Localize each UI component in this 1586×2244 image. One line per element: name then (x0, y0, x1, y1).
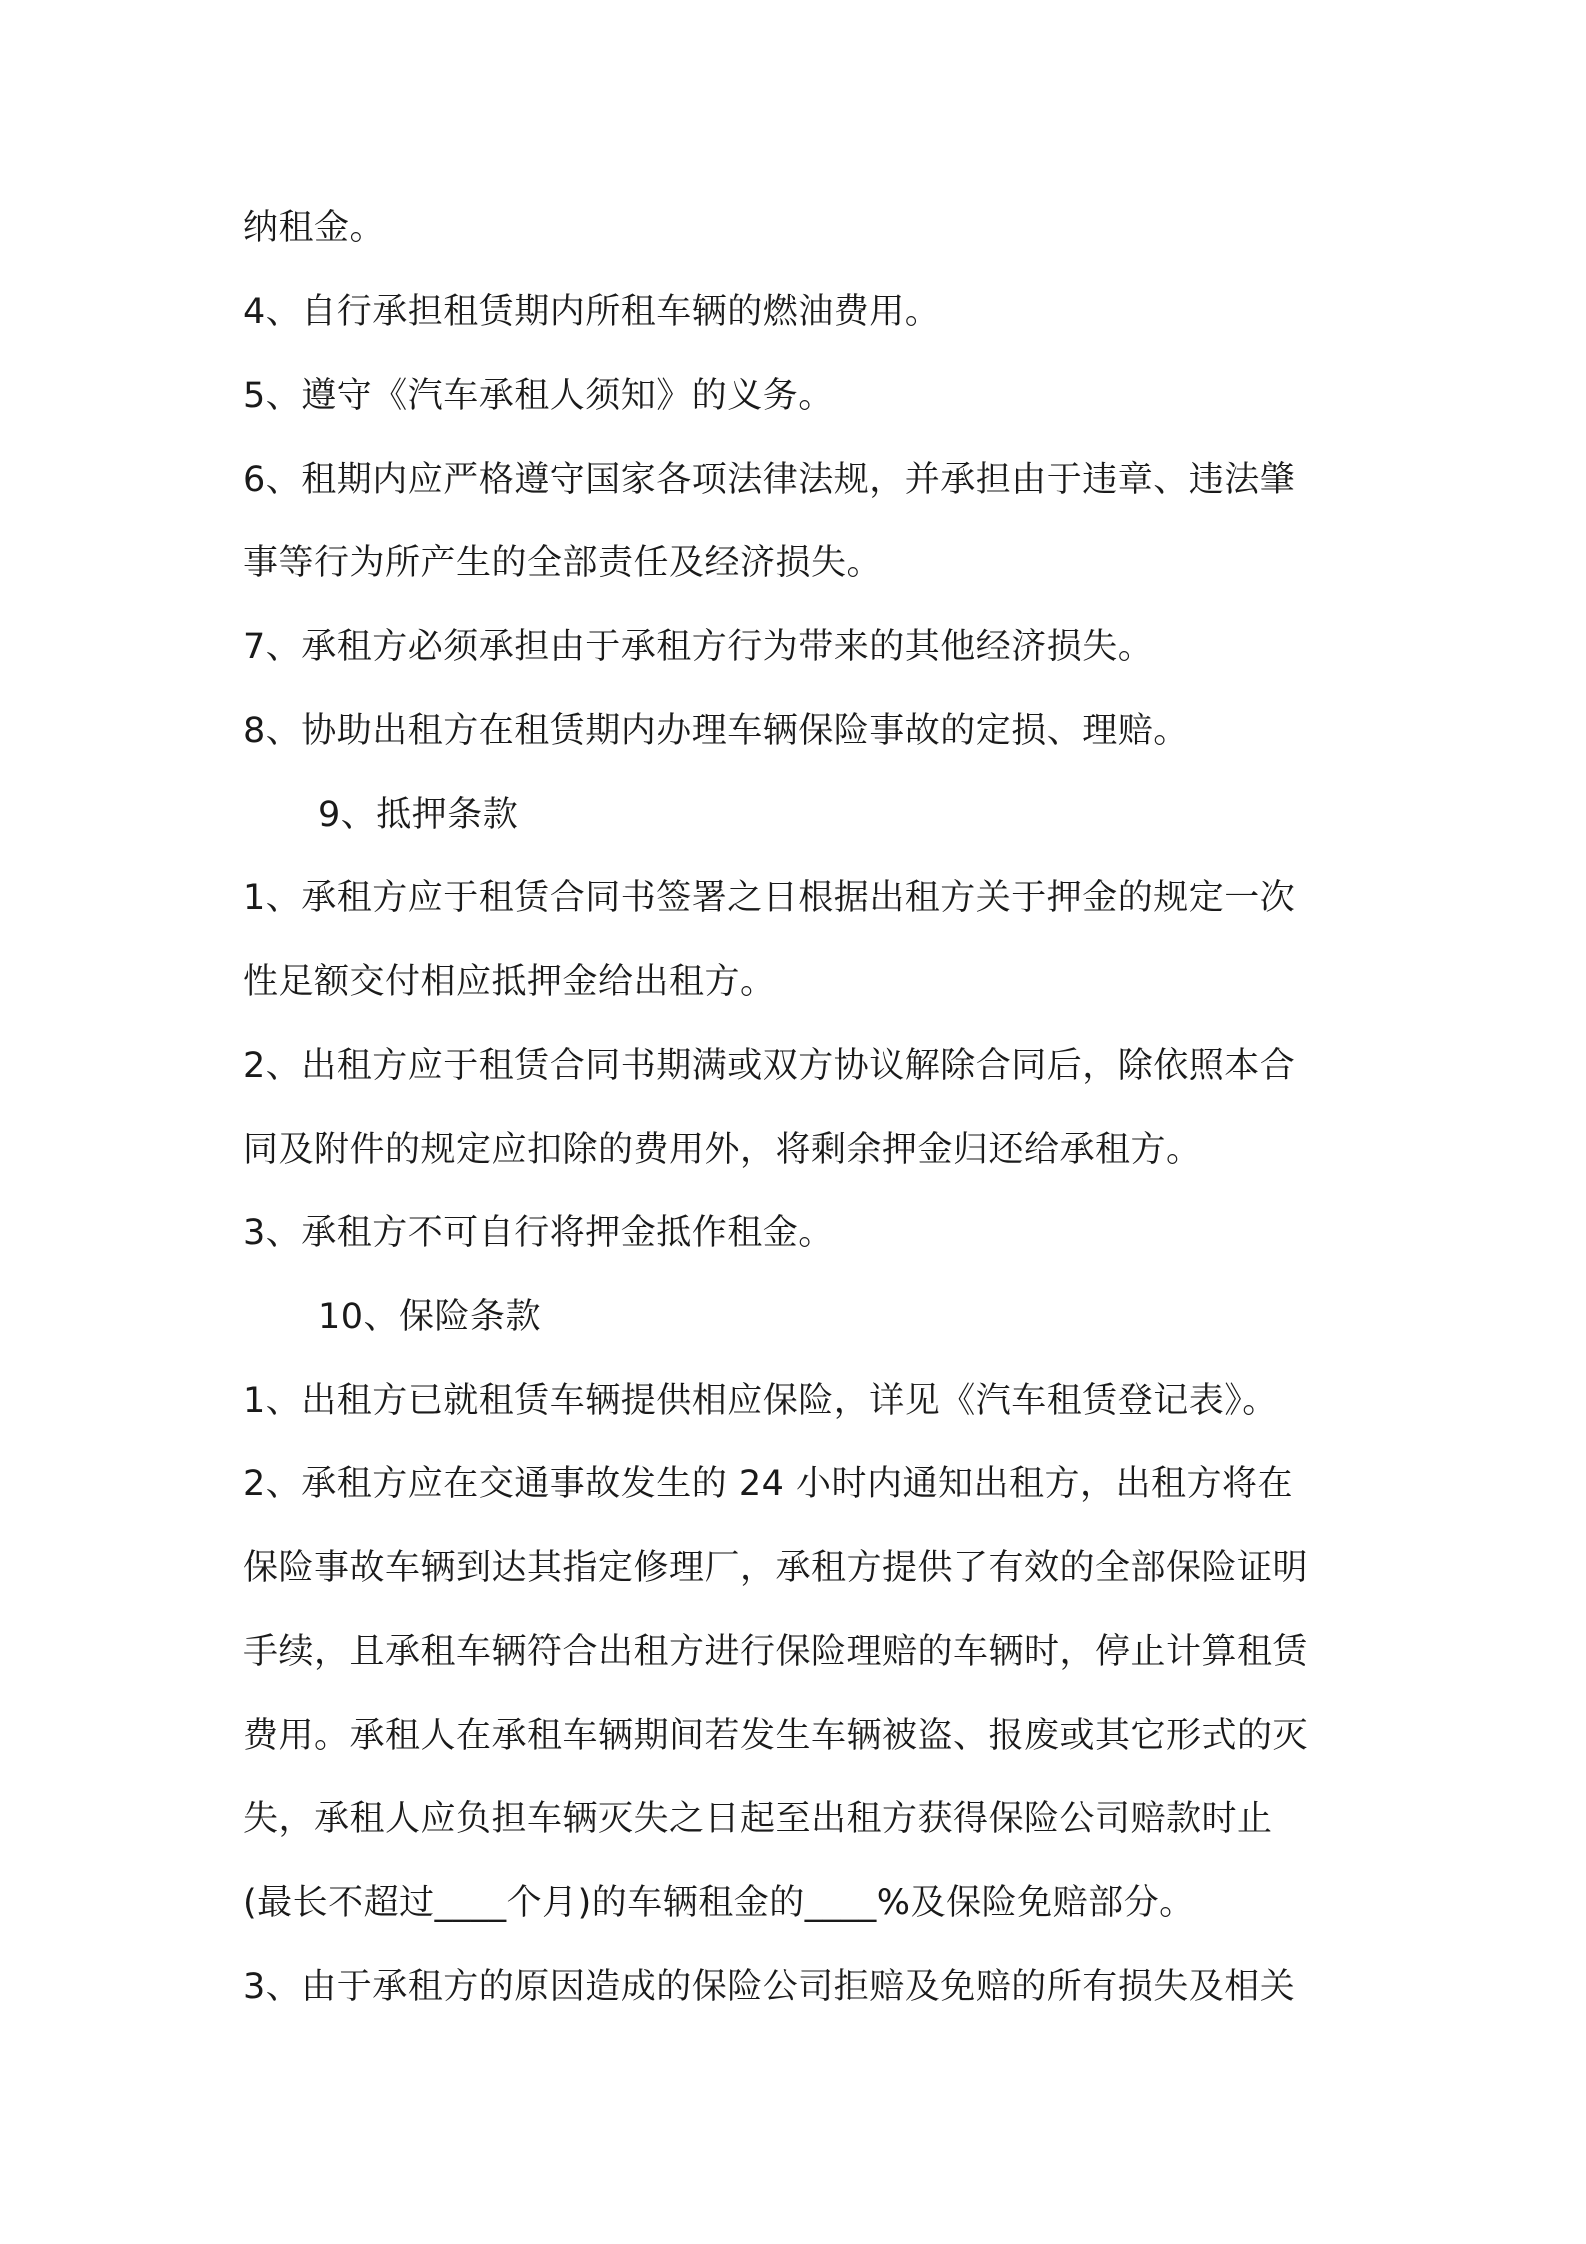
text-line: 1、出租方已就租赁车辆提供相应保险，详见《汽车租赁登记表》。 (243, 1381, 1278, 1421)
text-line: 5、遵守《汽车承租人须知》的义务。 (243, 376, 834, 416)
text-line: 同及附件的规定应扣除的费用外，将剩余押金归还给承租方。 (243, 1130, 1202, 1170)
text-line: 2、承租方应在交通事故发生的 24 小时内通知出租方，出租方将在 (243, 1464, 1294, 1504)
text-line: 3、承租方不可自行将押金抵作租金。 (243, 1213, 834, 1253)
text-line: 性足额交付相应抵押金给出租方。 (243, 962, 776, 1002)
text-line: 纳租金。 (243, 208, 386, 248)
text-line: 1、承租方应于租赁合同书签署之日根据出租方关于押金的规定一次 (243, 878, 1296, 918)
text-line: 保险事故车辆到达其指定修理厂，承租方提供了有效的全部保险证明 (243, 1548, 1309, 1588)
text-line: 手续，且承租车辆符合出租方进行保险理赔的车辆时，停止计算租赁 (243, 1632, 1309, 1672)
text-line: 事等行为所产生的全部责任及经济损失。 (243, 543, 883, 583)
text-line: 费用。承租人在承租车辆期间若发生车辆被盗、报废或其它形式的灭 (243, 1716, 1309, 1756)
text-line: 7、承租方必须承担由于承租方行为带来的其他经济损失。 (243, 627, 1154, 667)
text-line: 4、自行承担租赁期内所租车辆的燃油费用。 (243, 292, 941, 332)
text-line: 3、由于承租方的原因造成的保险公司拒赔及免赔的所有损失及相关 (243, 1967, 1296, 2007)
section-heading: 9、抵押条款 (318, 795, 519, 835)
text-line: 失，承租人应负担车辆灭失之日起至出租方获得保险公司赔款时止 (243, 1799, 1273, 1839)
text-line: 8、协助出租方在租赁期内办理车辆保险事故的定损、理赔。 (243, 711, 1189, 751)
text-line: (最长不超过____个月)的车辆租金的____%及保险免赔部分。 (243, 1883, 1195, 1923)
section-heading: 10、保险条款 (318, 1297, 542, 1337)
text-line: 2、出租方应于租赁合同书期满或双方协议解除合同后，除依照本合 (243, 1046, 1296, 1086)
text-line: 6、租期内应严格遵守国家各项法律法规，并承担由于违章、违法肇 (243, 460, 1296, 500)
